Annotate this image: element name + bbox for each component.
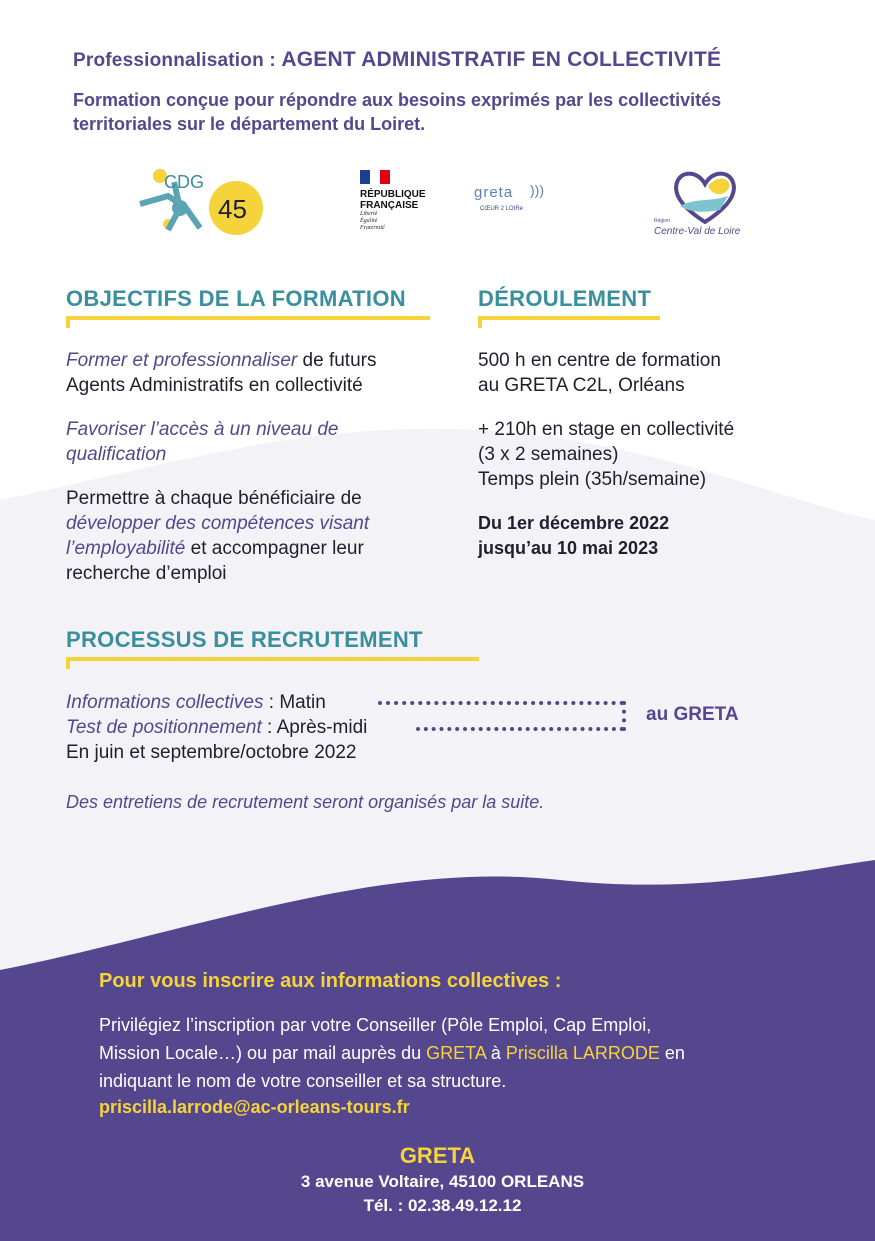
objectifs-underline-tick (66, 316, 70, 328)
region-logo (650, 168, 750, 240)
footer-greta-link[interactable]: GRETA (426, 1043, 486, 1063)
greta-logo-text: greta (474, 184, 514, 201)
recrutement-infos-value: Matin (279, 692, 326, 713)
deroulement-block2 (478, 417, 818, 492)
objectifs-p2-line: qualification (66, 444, 167, 465)
deroulement-underline-tick (478, 316, 482, 328)
recrutement-sep: : (263, 692, 280, 713)
recrutement-note: Des entretiens de recrutement seront organisés par la suite. (66, 792, 545, 812)
recrutement-underline-tick (66, 657, 70, 669)
region-heart-icon (670, 168, 740, 224)
rf-motto: Liberté (360, 211, 378, 217)
deroulement-block1 (478, 348, 818, 398)
objectifs-p3-line: développer des compétences visant (66, 513, 370, 534)
footer-heading: Pour vous inscrire aux informations collectives : (99, 970, 562, 992)
greta-signal-icon: ))) (530, 182, 544, 198)
greta-logo-sub: CŒUR 2 LOIRe (480, 206, 524, 212)
deroulement-title: DÉROULEMENT (478, 286, 652, 311)
footer-line: Privilégiez l’inscription par votre Conseiller (Pôle Emploi, Cap Emploi, (99, 1015, 652, 1035)
objectifs-p1-rest: de futurs (297, 350, 377, 371)
objectifs-p3-line: recherche d’emploi (66, 563, 227, 584)
recrutement-place: au GRETA (646, 704, 739, 725)
dotted-connector-top (378, 701, 624, 705)
recrutement-row-test (66, 715, 367, 740)
footer-line: indiquant le nom de votre conseiller et sa structure. (99, 1071, 507, 1091)
objectifs-title: OBJECTIFS DE LA FORMATION (66, 286, 406, 311)
subtitle-line: Formation conçue pour répondre aux besoins exprimés par les collectivités (73, 90, 722, 110)
rf-motto: Égalité (360, 218, 378, 224)
dotted-connector-vertical (622, 701, 626, 731)
objectifs-p3 (66, 486, 456, 586)
rf-line: RÉPUBLIQUE (360, 189, 426, 200)
region-name: Centre-Val de Loire (654, 226, 741, 237)
footer-phone: Tél. : 02.38.49.12.12 (363, 1196, 522, 1215)
deroulement-date: jusqu’au 10 mai 2023 (478, 538, 659, 558)
title-main: AGENT ADMINISTRATIF EN COLLECTIVITÉ (281, 48, 722, 71)
footer-address: 3 avenue Voltaire, 45100 ORLEANS (300, 1172, 585, 1191)
deroulement-line: 500 h en centre de formation (478, 350, 721, 371)
footer-contact-name: Priscilla LARRODE (505, 1043, 660, 1063)
deroulement-line: Temps plein (35h/semaine) (478, 469, 707, 490)
recrutement-underline (66, 657, 479, 661)
page-title (73, 48, 721, 72)
footer-line2 (99, 1039, 819, 1067)
objectifs-p2 (66, 417, 446, 467)
recrutement-row-infos (66, 690, 326, 715)
objectifs-p3-italic: l’employabilité (66, 538, 186, 559)
footer-body (99, 1011, 819, 1095)
recrutement-test-value: Après-midi (276, 717, 368, 738)
recrutement-title: PROCESSUS DE RECRUTEMENT (66, 627, 423, 652)
deroulement-line: (3 x 2 semaines) (478, 444, 619, 465)
page-subtitle (73, 88, 721, 136)
cdg-number: 45 (218, 194, 247, 224)
footer-line2-c: en (659, 1043, 685, 1063)
objectifs-p1-italic: Former et professionnaliser (66, 350, 298, 371)
deroulement-dates (478, 511, 818, 561)
dotted-connector-bottom (416, 727, 624, 731)
objectifs-p1 (66, 348, 446, 398)
region-small: Région (654, 218, 670, 224)
objectifs-p1-line2: Agents Administratifs en collectivité (66, 375, 363, 396)
deroulement-date: Du 1er décembre 2022 (478, 513, 670, 533)
french-flag-icon (360, 170, 390, 184)
objectifs-p3-line3 (66, 536, 456, 561)
deroulement-line: + 210h en stage en collectivité (478, 419, 735, 440)
recrutement-test-label: Test de positionnement (66, 717, 262, 738)
footer-email-link[interactable]: priscilla.larrode@ac-orleans-tours.fr (99, 1097, 410, 1117)
footer-line2-b: à (485, 1043, 506, 1063)
rf-motto: Fraternité (360, 225, 385, 231)
footer-line2-a: Mission Locale…) ou par mail auprès du (99, 1043, 427, 1063)
cdg-text: CDG (164, 172, 204, 192)
objectifs-p3-rest: et accompagner leur (185, 538, 364, 559)
greta-logo (470, 184, 550, 220)
objectifs-p2-line: Favoriser l’accès à un niveau de (66, 419, 339, 440)
recrutement-infos-label: Informations collectives (66, 692, 264, 713)
subtitle-line: territoriales sur le département du Loiret. (73, 114, 426, 134)
objectifs-underline (66, 316, 430, 320)
deroulement-underline (478, 316, 660, 320)
cdg45-logo (138, 168, 268, 236)
footer-org: GRETA (399, 1143, 476, 1168)
title-prefix: Professionnalisation : (73, 50, 282, 71)
objectifs-p3-line: Permettre à chaque bénéficiaire de (66, 488, 362, 509)
deroulement-line: au GRETA C2L, Orléans (478, 375, 685, 396)
recrutement-sep: : (261, 717, 277, 738)
republique-francaise-logo (360, 170, 440, 236)
recrutement-row-dates: En juin et septembre/octobre 2022 (66, 742, 357, 763)
rf-line: FRANÇAISE (360, 200, 419, 211)
